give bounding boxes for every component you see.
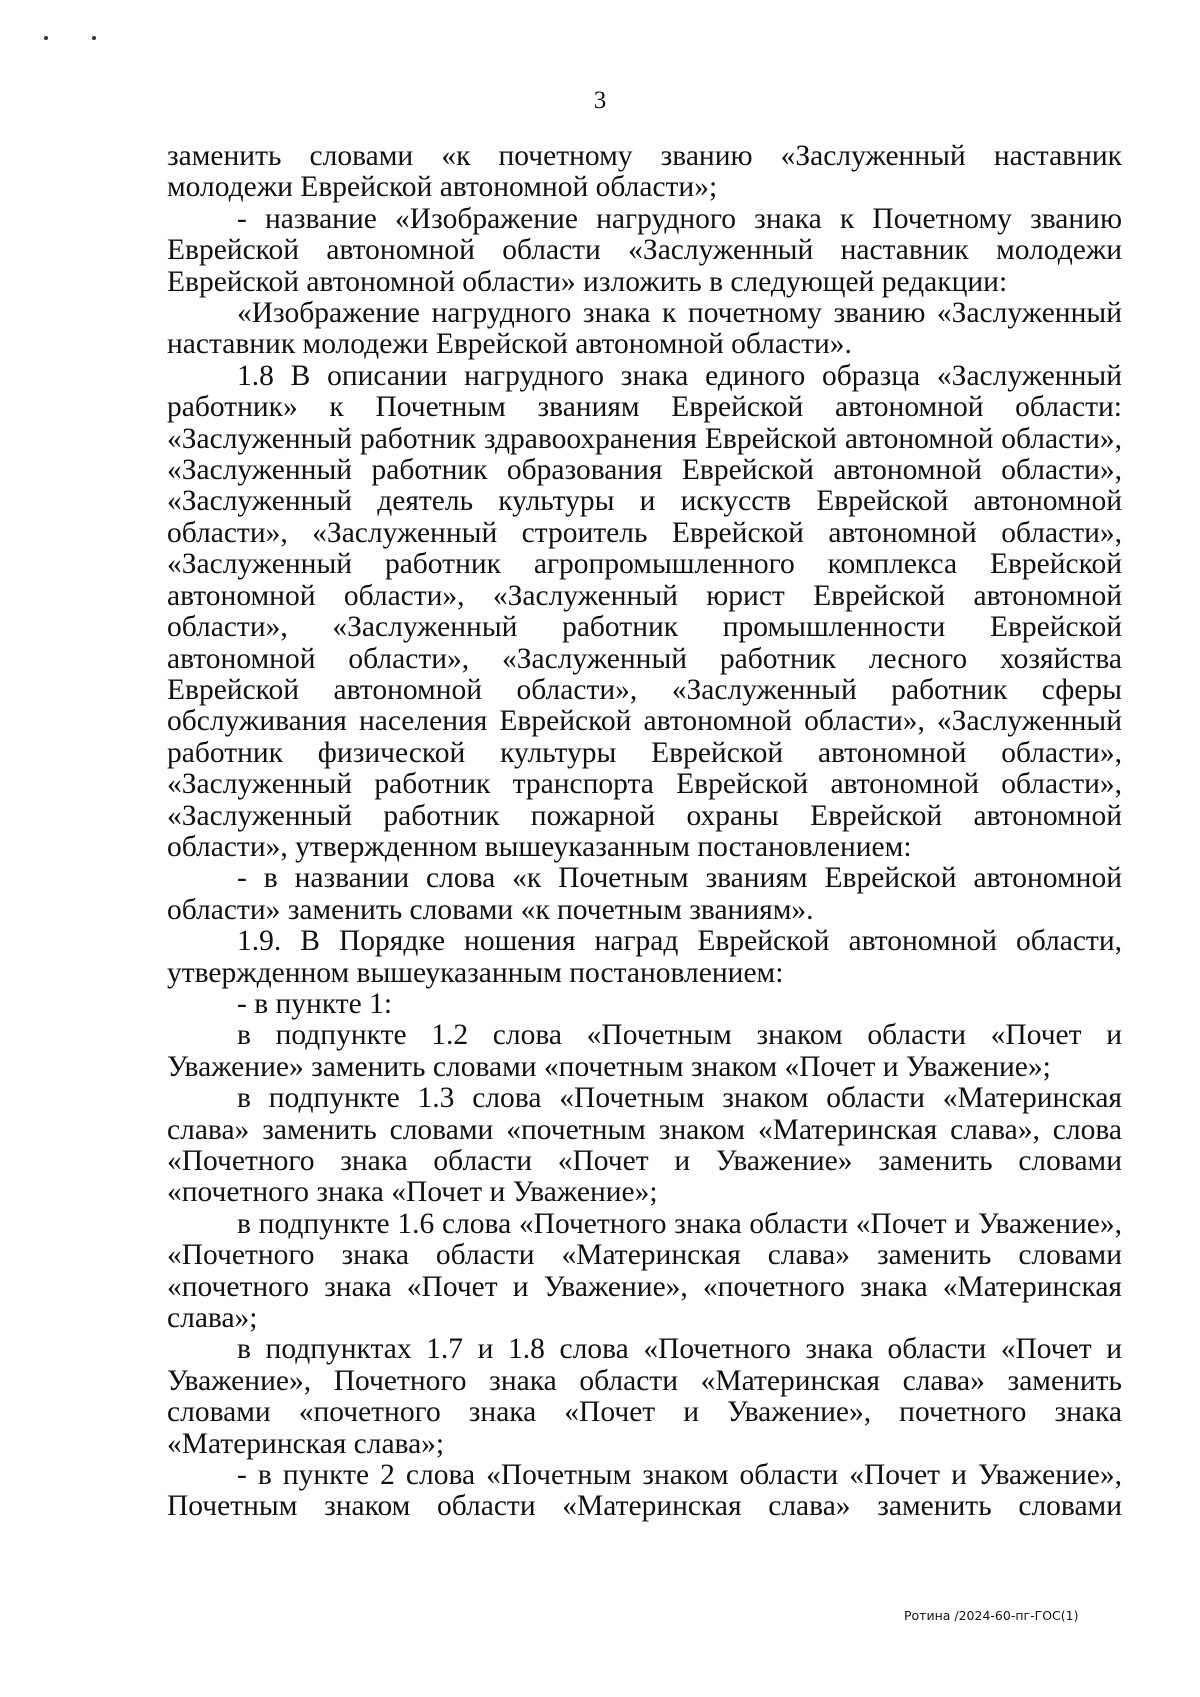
footer-document-code: Ротина /2024-60-пг-ГОС(1) bbox=[904, 1608, 1079, 1623]
paragraph: - название «Изображение нагрудного знака к Почетному званию Еврейской автономной области «Заслуженный наставник молодежи Еврейской автономной области» изложить в следующей редакции: bbox=[167, 202, 1122, 298]
paragraph: в подпунктах 1.7 и 1.8 слова «Почетного знака области «Почет и Уважение», Почетного знака области «Материнская слава» заменить словами «почетного знака «Почет и Уважение», почетного знака «Материнская слава»; bbox=[167, 1333, 1122, 1460]
scan-speck-left bbox=[44, 36, 48, 40]
paragraph: в подпункте 1.6 слова «Почетного знака области «Почет и Уважение», «Почетного знака области «Материнская слава» заменить словами «почетного знака «Почет и Уважение», «почетного знака «Материнская слава»; bbox=[167, 1207, 1122, 1335]
paragraph: 1.9. В Порядке ношения наград Еврейской автономной области, утвержденном вышеуказанным постановлением: bbox=[167, 925, 1122, 989]
paragraph: в подпункте 1.3 слова «Почетным знаком области «Материнская слава» заменить словами «почетным знаком «Материнская слава», слова «Почетного знака области «Почет и Уважение» заменить словами «почетного знака «Почет и Уважение»; bbox=[167, 1082, 1122, 1209]
paragraph: - в пункте 1: bbox=[237, 987, 393, 1020]
scan-speck-right bbox=[92, 36, 96, 40]
paragraph: «Изображение нагрудного знака к почетному званию «Заслуженный наставник молодежи Еврейской автономной области». bbox=[167, 297, 1122, 361]
document-body bbox=[167, 141, 1122, 1523]
paragraph: - в названии слова «к Почетным званиям Еврейской автономной области» заменить словами «к почетным званиям». bbox=[167, 862, 1122, 926]
page-number: 3 bbox=[593, 87, 607, 114]
paragraph: 1.8 В описании нагрудного знака единого образца «Заслуженный работник» к Почетным званиям Еврейской автономной области: «Заслуженный работник здравоохранения Еврейской автономной области», «Заслуженный работник образования Еврейской автономной области», «Заслуженный деятель культуры и искусств Еврейской автономной области», «Заслуженный строитель Еврейской автономной области», «Заслуженный работник агропромышленного комплекса Еврейской автономной области», «Заслуженный юрист Еврейской автономной области», «Заслуженный работник промышленности Еврейской автономной области», «Заслуженный работник лесного хозяйства Еврейской автономной области», «Заслуженный работник сферы обслуживания населения Еврейской автономной области», «Заслуженный работник физической культуры Еврейской автономной области», «Заслуженный работник транспорта Еврейской автономной области», «Заслуженный работник пожарной охраны Еврейской автономной области», утвержденном вышеуказанным постановлением: bbox=[167, 359, 1122, 863]
paragraph: - в пункте 2 слова «Почетным знаком области «Почет и Уважение», Почетным знаком области «Материнская слава» заменить словами bbox=[167, 1459, 1122, 1523]
paragraph: заменить словами «к почетному званию «Заслуженный наставник молодежи Еврейской автономной области»; bbox=[167, 140, 1122, 204]
paragraph: в подпункте 1.2 слова «Почетным знаком области «Почет и Уважение» заменить словами «почетным знаком «Почет и Уважение»; bbox=[167, 1019, 1122, 1083]
